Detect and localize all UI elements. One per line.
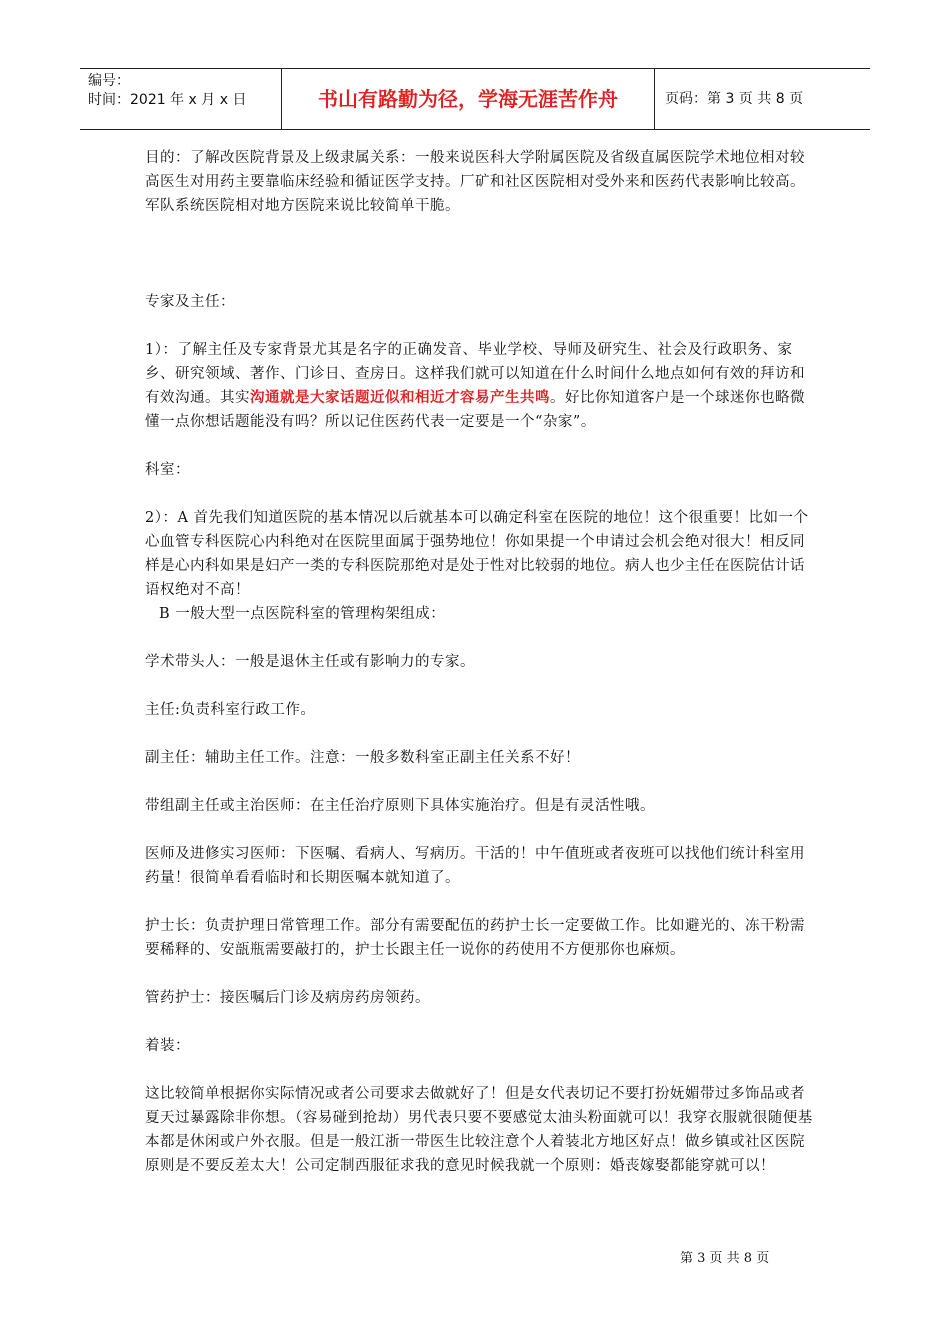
paragraph-vice-director: 副主任：辅助主任工作。注意：一般多数科室正副主任关系不好！ <box>145 750 580 766</box>
paragraph-expert-text-a: 1）：了解主任及专家背景尤其是名字的正确发音、毕业学校、导师及研究生、社会及行政职务、家乡、研究领域、著作、门诊日、查房日。这样我们就可以知道在什么时间什么地点如何有效的拜访和有效沟通。其实 <box>145 342 805 406</box>
page-header <box>80 68 870 130</box>
serial-label: 编号： <box>88 73 130 89</box>
paragraph-department-status: 2）：A 首先我们知道医院的基本情况以后就基本可以确定科室在医院的地位！这个很重要！比如一个心血管专科医院心内科绝对在医院里面属于强势地位！你如果提一个申请过会机会绝对很大！相反同样是心内科如果是妇产一类的专科医院那绝对是处于性对比较弱的地位。病人也少主任在医院估计话语权绝对不高！ <box>145 510 809 598</box>
paragraph-dress: 这比较简单根据你实际情况或者公司要求去做就好了！但是女代表切记不要打扮妩媚带过多饰品或者夏天过暴露除非你想。（容易碰到抢劫）男代表只要不要感觉太油头粉面就可以！我穿衣服就很随便基本都是休闲或户外衣服。但是一般江浙一带医生比较注意个人着装北方地区好点！做乡镇或社区医院原则是不要反差太大！公司定制西服征求我的意见时候我就一个原则：婚丧嫁娶都能穿就可以！ <box>145 1086 813 1174</box>
paragraph-attending: 带组副主任或主治医师：在主任治疗原则下具体实施治疗。但是有灵活性哦。 <box>145 798 655 814</box>
paragraph-expert-background <box>145 338 813 434</box>
page-footer: 第 3 页 共 8 页 <box>680 1251 770 1266</box>
heading-expert: 专家及主任： <box>145 294 235 310</box>
paragraph-resident: 医师及进修实习医师：下医嘱、看病人、写病历。干活的！中午值班或者夜班可以找他们统计科室用药量！很简单看看临时和长期医嘱本就知道了。 <box>145 846 805 886</box>
paragraph-department-structure: B 一般大型一点医院科室的管理构架组成： <box>159 606 446 622</box>
header-meta <box>80 69 282 129</box>
paragraph-drug-nurse: 管药护士：接医嘱后门诊及病房药房领药。 <box>145 990 430 1006</box>
heading-dress: 着装： <box>145 1038 190 1054</box>
header-page-info: 页码：第 3 页 共 8 页 <box>665 91 804 107</box>
date-line: 时间：2021 年 x 月 x 日 <box>88 92 247 108</box>
paragraph-director: 主任:负责科室行政工作。 <box>145 702 316 718</box>
paragraph-head-nurse: 护士长：负责护理日常管理工作。部分有需要配伍的药护士长一定要做工作。比如避光的、冻干粉需要稀释的、安瓿瓶需要敲打的，护士长跟主任一说你的药使用不方便那你也麻烦。 <box>145 918 805 958</box>
paragraph-expert-text-b: 。好比你知道客户是一个球迷你也略微懂一点你想话题能没有吗？所以记住医药代表一定要是一个“杂家”。 <box>145 390 805 430</box>
header-motto: 书山有路勤为径，学海无涯苦作舟 <box>282 69 655 129</box>
heading-department: 科室： <box>145 462 190 478</box>
paragraph-purpose: 目的：了解改医院背景及上级隶属关系：一般来说医科大学附属医院及省级直属医院学术地位相对较高医生对用药主要靠临床经验和循证医学支持。厂矿和社区医院相对受外来和医药代表影响比较高。军队系统医院相对地方医院来说比较简单干脆。 <box>145 150 805 214</box>
paragraph-academic-leader: 学术带头人：一般是退休主任或有影响力的专家。 <box>145 654 475 670</box>
highlight-communication: 沟通就是大家话题近似和相近才容易产生共鸣 <box>250 389 550 406</box>
document-body <box>145 146 813 1178</box>
